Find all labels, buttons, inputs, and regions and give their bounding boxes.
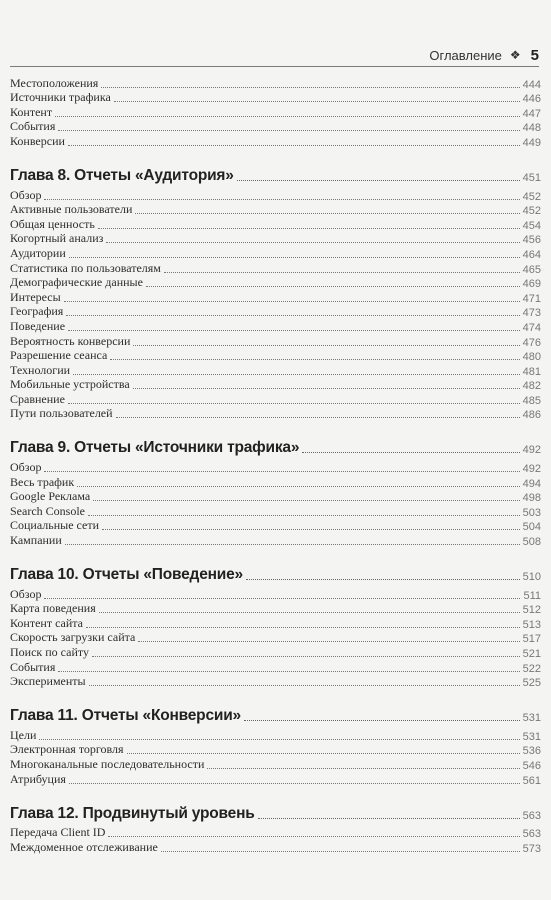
entry-title: Search Console [10, 503, 85, 518]
toc-entry[interactable] [10, 826, 541, 841]
entry-page: 573 [522, 842, 541, 855]
entry-title: Поведение [10, 318, 66, 333]
entry-page: 454 [522, 219, 541, 232]
toc-entry[interactable] [10, 305, 541, 320]
dot-leader [66, 315, 519, 316]
dot-leader [88, 515, 520, 516]
toc-entry[interactable] [10, 504, 541, 519]
entry-page: 521 [522, 648, 541, 660]
entry-title: Обзор [10, 460, 42, 475]
toc-entry[interactable] [10, 217, 541, 232]
entry-title: Активные пользователи [10, 202, 133, 217]
toc-entry[interactable] [10, 363, 541, 378]
dot-leader [44, 471, 519, 472]
entry-page: 536 [522, 745, 541, 758]
chapter-title: Глава 8. Отчеты «Аудитория» [10, 166, 234, 184]
running-header [10, 44, 539, 67]
dot-leader [69, 257, 520, 258]
dot-leader [135, 213, 519, 214]
toc-section [10, 76, 541, 149]
entry-page: 512 [522, 604, 541, 617]
toc-entry[interactable] [10, 91, 541, 106]
entry-title: Мобильные устройства [10, 377, 130, 392]
entry-title: Вероятность конверсии [10, 333, 131, 348]
chapter-title: Глава 12. Продвинутый уровень [10, 804, 255, 822]
chapter-page: 563 [522, 809, 541, 822]
toc-entry[interactable] [10, 460, 541, 475]
toc-entry[interactable] [10, 675, 541, 690]
entry-title: Цели [10, 727, 37, 742]
toc-entry[interactable] [10, 232, 541, 247]
toc-entry[interactable] [10, 602, 541, 617]
toc-section [10, 801, 541, 855]
toc-entry[interactable] [10, 378, 541, 393]
entry-title: Обзор [10, 187, 42, 202]
entry-page: 511 [523, 589, 541, 602]
chapter-title: Глава 9. Отчеты «Источники трафика» [10, 439, 300, 457]
toc-entry[interactable] [10, 246, 541, 261]
ornament-icon: ❖ [509, 48, 521, 62]
toc-entry[interactable] [10, 490, 541, 505]
toc-entry[interactable] [10, 188, 541, 203]
dot-leader [99, 612, 520, 613]
toc-section [10, 562, 541, 689]
toc-section [10, 163, 541, 422]
entry-page: 474 [522, 321, 541, 334]
dot-leader [73, 374, 520, 375]
entry-page: 446 [522, 93, 541, 106]
dot-leader [133, 388, 520, 389]
dot-leader [133, 345, 519, 346]
entry-page: 448 [522, 122, 541, 135]
entry-title: Демографические данные [10, 275, 143, 290]
toc-entry[interactable] [10, 660, 541, 675]
dot-leader [244, 720, 520, 721]
entry-page: 498 [522, 492, 541, 505]
entry-title: Многоканальные последовательности [10, 756, 205, 771]
dot-leader [86, 627, 520, 628]
entry-title: Разрешение сеанса [10, 348, 108, 363]
dot-leader [102, 529, 520, 530]
toc-entry[interactable] [10, 840, 541, 855]
entry-title: Контент сайта [10, 615, 84, 630]
entry-page: 482 [522, 380, 541, 393]
dot-leader [44, 598, 520, 599]
dot-leader [237, 180, 520, 181]
dot-leader [55, 116, 520, 117]
entry-page: 444 [522, 78, 541, 91]
toc-entry[interactable] [10, 392, 541, 407]
toc-entry[interactable] [10, 743, 541, 758]
dot-leader [39, 739, 519, 740]
toc-entry[interactable] [10, 290, 541, 305]
chapter-heading[interactable] [10, 801, 541, 823]
toc-entry[interactable] [10, 261, 541, 276]
entry-title: События [10, 659, 56, 674]
toc-entry[interactable] [10, 616, 541, 631]
toc-entry[interactable] [10, 519, 541, 534]
dot-leader [161, 851, 520, 852]
chapter-heading[interactable] [10, 703, 541, 725]
toc-entry[interactable] [10, 276, 541, 291]
table-of-contents [10, 76, 541, 869]
dot-leader [92, 656, 520, 657]
entry-page: 546 [522, 759, 541, 772]
entry-page: 531 [522, 730, 541, 743]
dot-leader [246, 579, 520, 580]
entry-page: 513 [522, 618, 541, 631]
toc-entry[interactable] [10, 728, 541, 743]
running-header-title: Оглавление [429, 47, 502, 63]
chapter-page: 510 [522, 571, 541, 584]
toc-entry[interactable] [10, 533, 541, 548]
toc-entry[interactable] [10, 120, 541, 135]
toc-section [10, 435, 541, 548]
entry-page: 480 [522, 351, 541, 364]
entry-title: География [10, 304, 64, 319]
dot-leader [44, 199, 519, 200]
dot-leader [164, 272, 520, 273]
toc-entry[interactable] [10, 105, 541, 120]
entry-title: Весь трафик [10, 474, 75, 489]
entry-title: Обзор [10, 586, 42, 601]
toc-entry[interactable] [10, 203, 541, 218]
toc-entry[interactable] [10, 319, 541, 334]
toc-entry[interactable] [10, 757, 541, 772]
dot-leader [58, 130, 519, 131]
chapter-heading[interactable] [10, 562, 541, 584]
entry-page: 563 [522, 828, 541, 841]
dot-leader [207, 768, 519, 769]
entry-title: Пути пользователей [10, 406, 113, 421]
page-number: 5 [530, 46, 539, 64]
toc-entry[interactable] [10, 772, 541, 787]
chapter-page: 531 [522, 712, 541, 725]
entry-title: Конверсии [10, 133, 65, 148]
entry-page: 508 [522, 536, 541, 549]
toc-entry[interactable] [10, 631, 541, 646]
dot-leader [64, 301, 520, 302]
dot-leader [110, 359, 519, 360]
entry-title: Передача Client ID [10, 825, 106, 840]
toc-section [10, 703, 541, 786]
entry-page: 522 [522, 662, 541, 675]
toc-entry[interactable] [10, 76, 541, 91]
dot-leader [69, 783, 520, 784]
entry-title: Поиск по сайту [10, 645, 89, 659]
dot-leader [58, 671, 519, 672]
entry-title: События [10, 119, 56, 134]
entry-title: Технологии [10, 362, 71, 377]
entry-title: Сравнение [10, 391, 65, 406]
toc-entry[interactable] [10, 475, 541, 490]
dot-leader [65, 544, 520, 545]
dot-leader [101, 87, 519, 88]
dot-leader [77, 486, 519, 487]
entry-page: 449 [522, 136, 541, 149]
entry-page: 447 [522, 107, 541, 120]
entry-page: 517 [522, 633, 541, 646]
dot-leader [89, 685, 520, 686]
entry-page: 473 [522, 307, 541, 320]
entry-title: Скорость загрузки сайта [10, 630, 136, 645]
toc-entry[interactable] [10, 334, 541, 349]
dot-leader [116, 417, 520, 418]
chapter-heading[interactable] [10, 435, 541, 457]
entry-title: Когортный анализ [10, 231, 104, 246]
entry-title: Карта поведения [10, 601, 96, 616]
entry-title: Общая ценность [10, 216, 95, 231]
chapter-page: 492 [522, 444, 541, 457]
chapter-page: 451 [522, 171, 541, 184]
entry-title: Аудитории [10, 245, 66, 260]
entry-page: 456 [522, 234, 541, 247]
dot-leader [146, 286, 520, 287]
dot-leader [258, 818, 520, 819]
entry-title: Google Реклама [10, 489, 91, 504]
chapter-heading[interactable] [10, 163, 541, 185]
entry-page: 503 [522, 506, 541, 519]
entry-page: 561 [522, 774, 541, 787]
dot-leader [302, 452, 519, 453]
entry-title: Местоположения [10, 75, 99, 90]
toc-entry[interactable] [10, 587, 541, 602]
toc-entry[interactable] [10, 407, 541, 422]
entry-page: 492 [522, 463, 541, 476]
toc-entry[interactable] [10, 645, 541, 660]
dot-leader [108, 836, 519, 837]
toc-entry[interactable] [10, 349, 541, 364]
entry-page: 494 [522, 477, 541, 490]
dot-leader [114, 101, 520, 102]
entry-title: Атрибуция [10, 771, 66, 786]
entry-page: 504 [522, 521, 541, 534]
dot-leader [68, 330, 520, 331]
entry-page: 464 [522, 248, 541, 261]
entry-title: Электронная торговля [10, 742, 124, 757]
entry-title: Междоменное отслеживание [10, 839, 158, 854]
entry-title: Кампании [10, 533, 62, 548]
entry-title: Контент [10, 104, 53, 119]
entry-page: 481 [522, 365, 541, 378]
chapter-title: Глава 10. Отчеты «Поведение» [10, 566, 243, 584]
entry-title: Источники трафика [10, 90, 111, 105]
chapter-title: Глава 11. Отчеты «Конверсии» [10, 707, 241, 725]
entry-page: 465 [522, 263, 541, 276]
entry-page: 471 [522, 292, 541, 305]
entry-page: 485 [522, 394, 541, 407]
entry-page: 486 [522, 409, 541, 422]
dot-leader [93, 500, 519, 501]
entry-page: 476 [522, 336, 541, 349]
dot-leader [98, 228, 520, 229]
entry-title: Эксперименты [10, 674, 86, 689]
dot-leader [106, 242, 519, 243]
dot-leader [138, 641, 519, 642]
entry-page: 525 [522, 677, 541, 690]
dot-leader [68, 403, 520, 404]
entry-page: 452 [522, 205, 541, 218]
dot-leader [127, 753, 520, 754]
entry-page: 452 [522, 190, 541, 203]
dot-leader [68, 145, 520, 146]
toc-entry[interactable] [10, 134, 541, 149]
entry-title: Статистика по пользователям [10, 260, 161, 275]
entry-page: 469 [522, 278, 541, 291]
entry-title: Социальные сети [10, 518, 100, 533]
entry-title: Интересы [10, 289, 61, 304]
